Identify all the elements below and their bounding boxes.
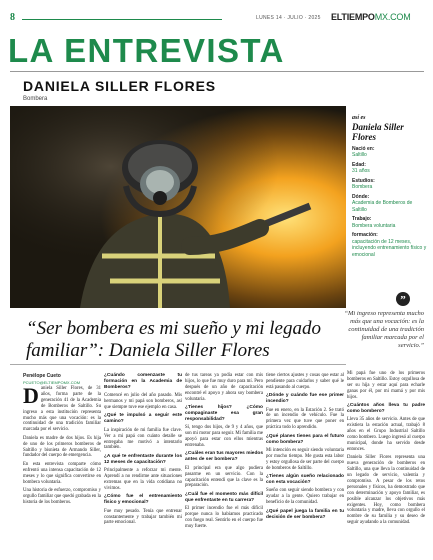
question-text: ¿Qué papel juega la familia en tu decisión de ser bombera?	[266, 508, 344, 520]
sidebar-label: Nació en:	[352, 145, 375, 152]
headline: “Ser bombera es mi sueño y mi legado familiar”: Daniela Siller Flores	[26, 318, 321, 361]
paragraph-text: Fue muy pesado. Tenía que entrenar constantemente y trabajar también mi parte emocional.	[104, 508, 182, 526]
paragraph-text: Lleva 35 años de servicio. Antes de que existiera la estación actual, trabajó 8 años en el Grupo Industrial Saltillo como bombero. Luego ingresó al cuerpo municipal, donde ha servido desde entonces.	[347, 417, 425, 452]
article-column-4	[266, 373, 344, 523]
question-text: ¿Cómo fue el entrenamiento físico y emocional?	[104, 494, 182, 506]
question-text: ¿Tienes algún sueño relacionado con esta vocación?	[266, 474, 344, 485]
paragraph-text: La inspiración de mi familia fue clave. Ver a mi papá con cuánto detalle se entregaba me motivó a intentarlo también.	[104, 427, 182, 451]
interview-question	[266, 393, 344, 405]
paragraph-text: Comencé en julio del año pasado. Mis hermanos y mi papá son bomberos, así que siempre tuve ese ejemplo en casa.	[104, 393, 182, 411]
question-text: ¿Dónde y cuándo fue ese primer incendio?	[266, 393, 344, 405]
interview-question	[185, 492, 263, 504]
article-paragraph	[104, 393, 182, 411]
sidebar-value: capacitación de 12 meses, incluyendo entrenamiento físico y emocional	[352, 238, 427, 258]
article-paragraph	[185, 506, 263, 530]
article-paragraph	[185, 425, 263, 449]
article-paragraph	[23, 383, 101, 433]
article-paragraph	[266, 408, 344, 432]
article-paragraph	[104, 468, 182, 492]
question-text: ¿Cuándo comenzaste tu formación en la Academia de Bomberos?	[104, 373, 182, 390]
sidebar-row	[352, 162, 428, 175]
interview-question	[104, 413, 182, 425]
sidebar-value: 31 años	[352, 168, 370, 175]
paragraph-text: Mi intención es seguir siendo voluntaria por mucho tiempo. Me gusta esta labor y estoy orgullosa de ser parte del cuerpo de bomberos de Saltillo.	[266, 447, 344, 471]
sidebar-row	[352, 216, 428, 229]
paragraph-text: Sueño con seguir siendo bombera y con ayudar a la gente. Quiero trabajar en beneficio de la comunidad.	[266, 488, 344, 506]
article-paragraph	[347, 417, 425, 452]
sidebar-label: Edad:	[352, 161, 366, 168]
paragraph-text: tiene ciertos ajustes y cosas que estar al pendiente para cuidarlos y saber qué le está pasando al cuerpo.	[266, 373, 344, 390]
article-paragraph	[347, 371, 425, 401]
sidebar-value: Bombera	[352, 184, 373, 191]
header-rule	[22, 19, 222, 20]
article-paragraph	[23, 488, 101, 506]
sidebar-value: Saltillo	[352, 152, 367, 159]
interview-question	[104, 494, 182, 506]
section-title: LA ENTREVISTA	[8, 32, 285, 69]
pull-quote: “Mi ingreso representa mucho más que una vocación: es la continuidad de una tradición familiar marcada por el servicio.”	[344, 310, 424, 349]
interview-question	[266, 509, 344, 521]
byline-email[interactable]: PCUETO@ELTIEMPOMX.COM	[23, 380, 81, 385]
article-paragraph	[266, 373, 344, 391]
firefighter-illustration	[10, 106, 346, 308]
article-column-3	[185, 373, 263, 532]
sidebar-label: formación:	[352, 232, 378, 239]
sidebar-row	[352, 146, 428, 159]
article-paragraph	[104, 509, 182, 527]
question-text: ¿Qué planes tienes para el futuro como bombera?	[266, 433, 344, 445]
sidebar-label: Trabajo:	[352, 216, 372, 223]
brand-logo[interactable]	[331, 12, 411, 22]
firefighter-photo	[10, 106, 346, 308]
sidebar-value: Academia de Bomberos de Saltillo	[352, 200, 413, 213]
paragraph-text: Daniela es madre de dos hijos. Es hija de uno de los primeros bomberos de Saltillo y bisnieta de Armando Siller, fundador del cuerpo de emergencia.	[23, 435, 101, 459]
article-paragraph	[347, 455, 425, 526]
question-text: ¿Cuántos años lleva tu padre como bombero?	[347, 403, 425, 414]
interview-question	[347, 403, 425, 415]
interview-question	[185, 451, 263, 463]
question-text: ¿A qué te enfrentaste durante los 12 meses de capacitación?	[104, 453, 182, 465]
paragraph-text: Fue en enero, en la Estación 2. Se trató de un incendio de vehículo. Fue la primera vez que tuve que poner en práctica todo lo aprendido.	[266, 407, 344, 431]
issue-date: LUNES 14 · JULIO · 2025	[256, 15, 321, 21]
sidebar-value: Bombera voluntaria	[352, 222, 396, 229]
paragraph-text: Una historia de esfuerzo, compromiso y orgullo familiar que quedó grabada en la historia de los bomberos.	[23, 488, 101, 505]
byline-author: Penélope Cueto	[23, 373, 61, 379]
sidebar-label: Estudios:	[352, 177, 375, 184]
interview-question	[266, 474, 344, 486]
question-text: ¿Qué te impulsó a seguir este camino?	[104, 413, 182, 425]
article-paragraph	[23, 436, 101, 460]
brand-suffix: MX.COM	[374, 12, 411, 22]
headline-rule	[10, 364, 346, 365]
drop-cap: D	[23, 383, 39, 408]
article-paragraph	[185, 466, 263, 490]
sidebar-name: Daniela Siller Flores	[352, 121, 404, 143]
paragraph-text: Sí, tengo dos hijos, de 9 y 4 años, que son mi motor para seguir. Mi familia me apoyó para estar con ellos mientras entrenaba.	[185, 425, 263, 448]
paragraph-text: El primer incendio fue el más difícil porque nunca lo habíamos practicado con fuego real. Sentirlo en el cuerpo fue muy fuerte.	[185, 506, 263, 529]
sidebar-row	[352, 232, 428, 258]
interview-question	[185, 405, 263, 423]
profile-sidebar	[352, 112, 428, 258]
article-paragraph	[266, 488, 344, 506]
interview-question	[266, 434, 344, 446]
article-paragraph	[104, 428, 182, 452]
paragraph-text: Mi papá fue uno de los primeros bomberos en Saltillo. Estoy orgullosa de ser su hija y estar aquí para echarle ganas por él, por mi mamá y por mis hijos.	[347, 371, 425, 400]
paragraph-text: Daniela Siller Flores representa una nueva generación de bomberos en Saltillo, una que lleva la continuidad de un legado de servicio, valentía y compromiso. A pesar de los retos personales y físicos, ha demostrado que con determinación y apoyo familiar, es posible alcanzar los objetivos más exigentes. Hoy, como bombera voluntaria y madre, lleva con orgullo el nombre de su familia y su deseo de seguir ayudando a la comunidad.	[347, 455, 425, 526]
brand-name: ELTIEMPO	[331, 12, 375, 22]
title-rule	[10, 71, 424, 72]
person-name: DANIELA SILLER FLORES	[23, 78, 216, 94]
article-column-5	[347, 371, 425, 529]
paragraph-text: En esta entrevista comparte cómo enfrentó una intensa capacitación de 12 meses y lo que significa convertirse en bombera voluntaria.	[23, 461, 101, 485]
paragraph-text: Principalmente a reforzar mi mente. Aprendí a no rendirme ante situaciones extremas que en la vida cotidiana no vivimos.	[104, 468, 182, 491]
question-text: ¿Tienes hijos? ¿Cómo compaginaste esa gran responsabilidad?	[185, 405, 263, 422]
person-role: Bombera	[23, 96, 48, 102]
article-column-1	[23, 383, 101, 508]
sidebar-label: Dónde:	[352, 193, 370, 200]
sidebar-row	[352, 178, 428, 191]
article-paragraph	[185, 373, 263, 403]
question-text: ¿Cuál fue el momento más difícil que enfrentaste en tu carrera?	[185, 491, 263, 503]
page-number: 8	[10, 12, 15, 23]
quote-icon: ”	[396, 292, 410, 306]
question-text: ¿Cuáles eran tus mayores miedos antes de ser bombera?	[185, 451, 263, 463]
interview-question	[104, 454, 182, 466]
article-paragraph	[266, 448, 344, 472]
interview-question	[104, 373, 182, 391]
sidebar-intro: así es	[352, 115, 366, 121]
article-column-2	[104, 373, 182, 529]
sidebar-row	[352, 194, 428, 214]
article-paragraph	[23, 462, 101, 486]
paragraph-text: El principal era que algo pudiera pasarme en un servicio. Con la capacitación entendí que la clave es la preparación.	[185, 465, 263, 489]
paragraph-text: aniela Siller Flores, de 31 años, forma parte de la generación 41 de la Academia de Bomberos de Saltillo. Su ingreso a esta institución representa mucho más que una vocación: es la continuidad de una tradición familiar marcada por el servicio.	[23, 386, 101, 433]
paragraph-text: de tus tareas ya podía estar con mis hijos, lo que fue muy duro para mí. Pero después de un año de capacitación encontré el apoyo y ahora soy bombera voluntaria.	[185, 373, 263, 402]
